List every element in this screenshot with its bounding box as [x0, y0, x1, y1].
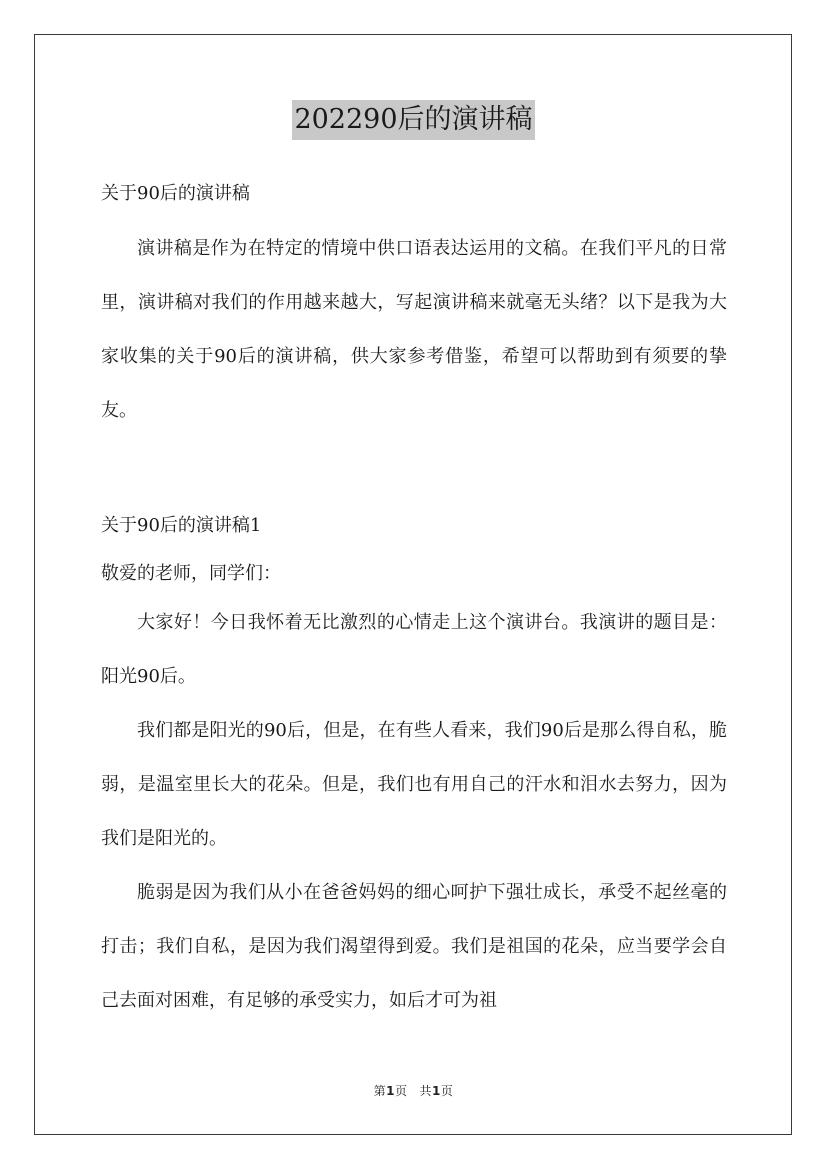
total-suffix: 页 — [440, 1084, 454, 1098]
page-footer — [0, 1082, 827, 1099]
document-subtitle: 关于90后的演讲稿 — [101, 183, 250, 204]
page-prefix: 第 — [373, 1084, 387, 1098]
total-prefix: 共 — [419, 1084, 433, 1098]
salutation: 敬爱的老师，同学们： — [101, 563, 281, 584]
page-suffix: 页 — [394, 1084, 408, 1098]
section-spacer — [101, 438, 727, 506]
document-body — [101, 174, 727, 1028]
page-number: 1 — [386, 1084, 395, 1098]
document-title: 202290后的演讲稿 — [292, 100, 534, 140]
body-paragraph: 脆弱是因为我们从小在爸爸妈妈的细心呵护下强壮成长，承受不起丝毫的打击；我们自私，是因为我们渴望得到爱。我们是祖国的花朵，应当要学会自己去面对困难，有足够的承受实力，如后才可为祖 — [101, 882, 727, 1011]
intro-paragraph: 演讲稿是作为在特定的情境中供口语表达运用的文稿。在我们平凡的日常里，演讲稿对我们的作用越来越大，写起演讲稿来就毫无头绪？以下是我为大家收集的关于90后的演讲稿，供大家参考借鉴，希望可以帮助到有须要的挚友。 — [101, 238, 727, 421]
body-paragraph: 我们都是阳光的90后，但是，在有些人看来，我们90后是那么得自私，脆弱，是温室里长大的花朵。但是，我们也有用自己的汗水和泪水去努力，因为我们是阳光的。 — [101, 720, 727, 849]
section-heading: 关于90后的演讲稿1 — [101, 515, 262, 536]
body-paragraph: 大家好！今日我怀着无比激烈的心情走上这个演讲台。我演讲的题目是：阳光90后。 — [101, 612, 727, 687]
total-pages: 1 — [432, 1084, 441, 1098]
title-container — [0, 100, 827, 140]
